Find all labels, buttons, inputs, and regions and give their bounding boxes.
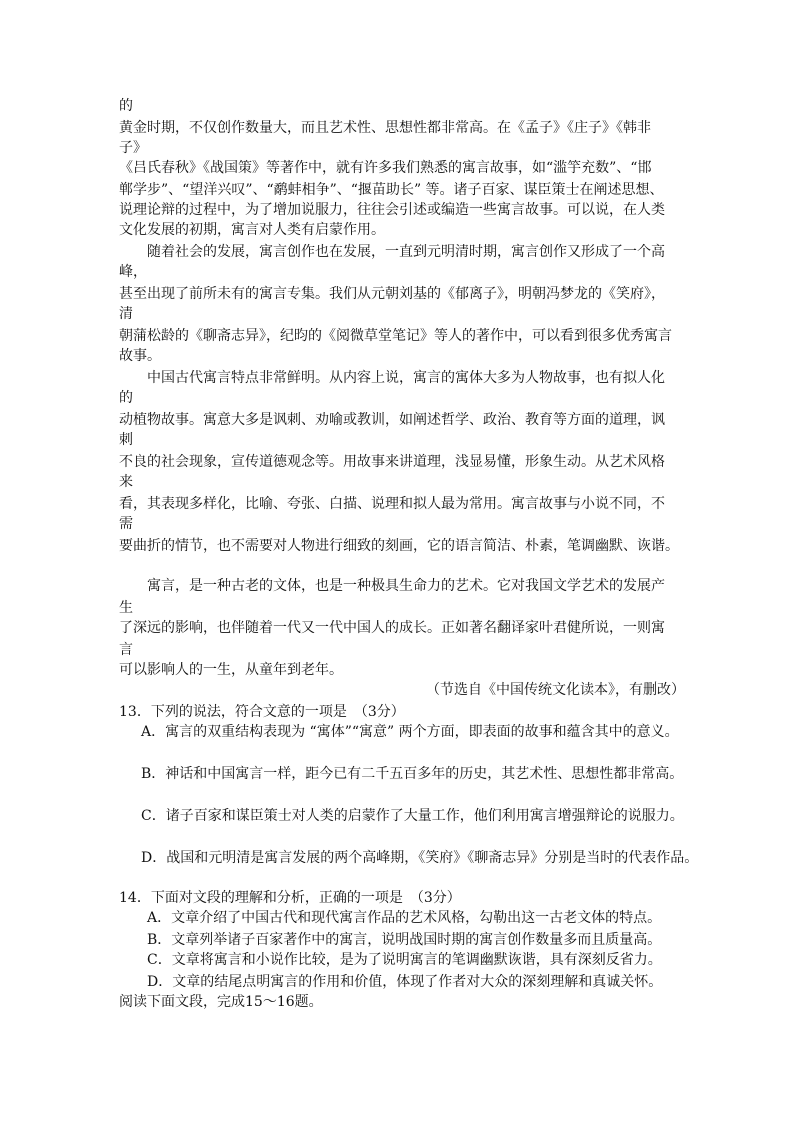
passage-line: 甚至出现了前所未有的寓言专集。我们从元朝刘基的《郁离子》，明朝冯梦龙的《笑府》， (119, 286, 665, 302)
question-13-option-c: C．诸子百家和谋臣策士对人类的启蒙作了大量工作，他们利用寓言增强辩论的说服力。 (141, 808, 684, 824)
passage-line: 故事。 (119, 348, 161, 364)
passage-line: 要曲折的情节，也不需要对人物进行细致的刻画，它的语言简洁、朴素，笔调幽默、诙谐。 (119, 538, 679, 554)
next-section-instruction: 阅读下面文段，完成15～16题。 (119, 994, 323, 1010)
question-13-option-d: D．战国和元明清是寓言发展的两个高峰期，《笑府》《聊斋志异》分别是当时的代表作品。 (141, 850, 699, 866)
passage-line: 了深远的影响，也伴随着一代又一代中国人的成长。正如著名翻译家叶君健所说，一则寓 (119, 620, 665, 636)
passage-line: 寓言，是一种古老的文体，也是一种极具生命力的艺术。它对我国文学艺术的发展产 (147, 578, 665, 594)
question-14-stem: 14．下面对文段的理解和分析，正确的一项是 （3分） (119, 890, 461, 906)
question-14-option-d: D．文章的结尾点明寓言的作用和价值，体现了作者对大众的深刻理解和真诚关怀。 (147, 974, 663, 990)
passage-line: 峰， (119, 264, 147, 280)
question-13-stem: 13．下列的说法，符合文意的一项是 （3分） (119, 704, 405, 720)
passage-line: 来 (119, 474, 133, 490)
passage-line: 说理论辩的过程中，为了增加说服力，往往会引述或编造一些寓言故事。可以说，在人类 (119, 202, 665, 218)
passage-line: 需 (119, 516, 133, 532)
passage-line: 清 (119, 306, 133, 322)
passage-line: 的 (119, 390, 133, 406)
question-13-option-b: B．神话和中国寓言一样，距今已有二千五百多年的历史，其艺术性、思想性都非常高。 (141, 766, 684, 782)
question-14-option-a: A．文章介绍了中国古代和现代寓言作品的艺术风格，勾勒出这一古老文体的特点。 (147, 910, 662, 926)
passage-line: 随着社会的发展，寓言创作也在发展，一直到元明清时期，寓言创作又形成了一个高 (147, 244, 665, 260)
passage-line: 生 (119, 600, 133, 616)
passage-line: 子》 (119, 140, 147, 156)
passage-line: 的 (119, 98, 133, 114)
passage-line: 《吕氏春秋》《战国策》等著作中，就有许多我们熟悉的寓言故事，如“滥竽充数”、“邯 (119, 160, 652, 176)
question-14-option-c: C．文章将寓言和小说作比较，是为了说明寓言的笔调幽默诙谐，具有深刻反省力。 (147, 952, 662, 968)
passage-line: 动植物故事。寓意大多是讽刺、劝喻或教训，如阐述哲学、政治、教育等方面的道理，讽 (119, 412, 665, 428)
passage-line: 黄金时期，不仅创作数量大，而且艺术性、思想性都非常高。在《孟子》《庄子》《韩非 (119, 120, 651, 136)
source-citation: （节选自《中国传统文化读本》，有删改） (426, 682, 685, 698)
passage-line: 郸学步”、“望洋兴叹”、“鹬蚌相争”、“揠苗助长” 等。诸子百家、谋臣策士在阐述思想、 (119, 182, 664, 198)
passage-line: 可以影响人的一生，从童年到老年。 (119, 662, 343, 678)
passage-line: 朝蒲松龄的《聊斋志异》，纪昀的《阅微草堂笔记》等人的著作中，可以看到很多优秀寓言 (119, 328, 672, 344)
question-14-option-b: B．文章列举诸子百家著作中的寓言，说明战国时期的寓言创作数量多而且质量高。 (147, 932, 662, 948)
passage-line: 不良的社会现象，宣传道德观念等。用故事来讲道理，浅显易懂，形象生动。从艺术风格 (119, 454, 665, 470)
question-13-option-a: A．寓言的双重结构表现为 “寓体”“寓意” 两个方面，即表面的故事和蕴含其中的意义。 (141, 724, 679, 740)
passage-line: 刺 (119, 432, 133, 448)
passage-line: 言 (119, 642, 133, 658)
passage-line: 文化发展的初期，寓言对人类有启蒙作用。 (119, 222, 385, 238)
passage-line: 看，其表现多样化，比喻、夸张、白描、说理和拟人最为常用。寓言故事与小说不同，不 (119, 496, 665, 512)
passage-line: 中国古代寓言特点非常鲜明。从内容上说，寓言的寓体大多为人物故事，也有拟人化 (147, 370, 665, 386)
